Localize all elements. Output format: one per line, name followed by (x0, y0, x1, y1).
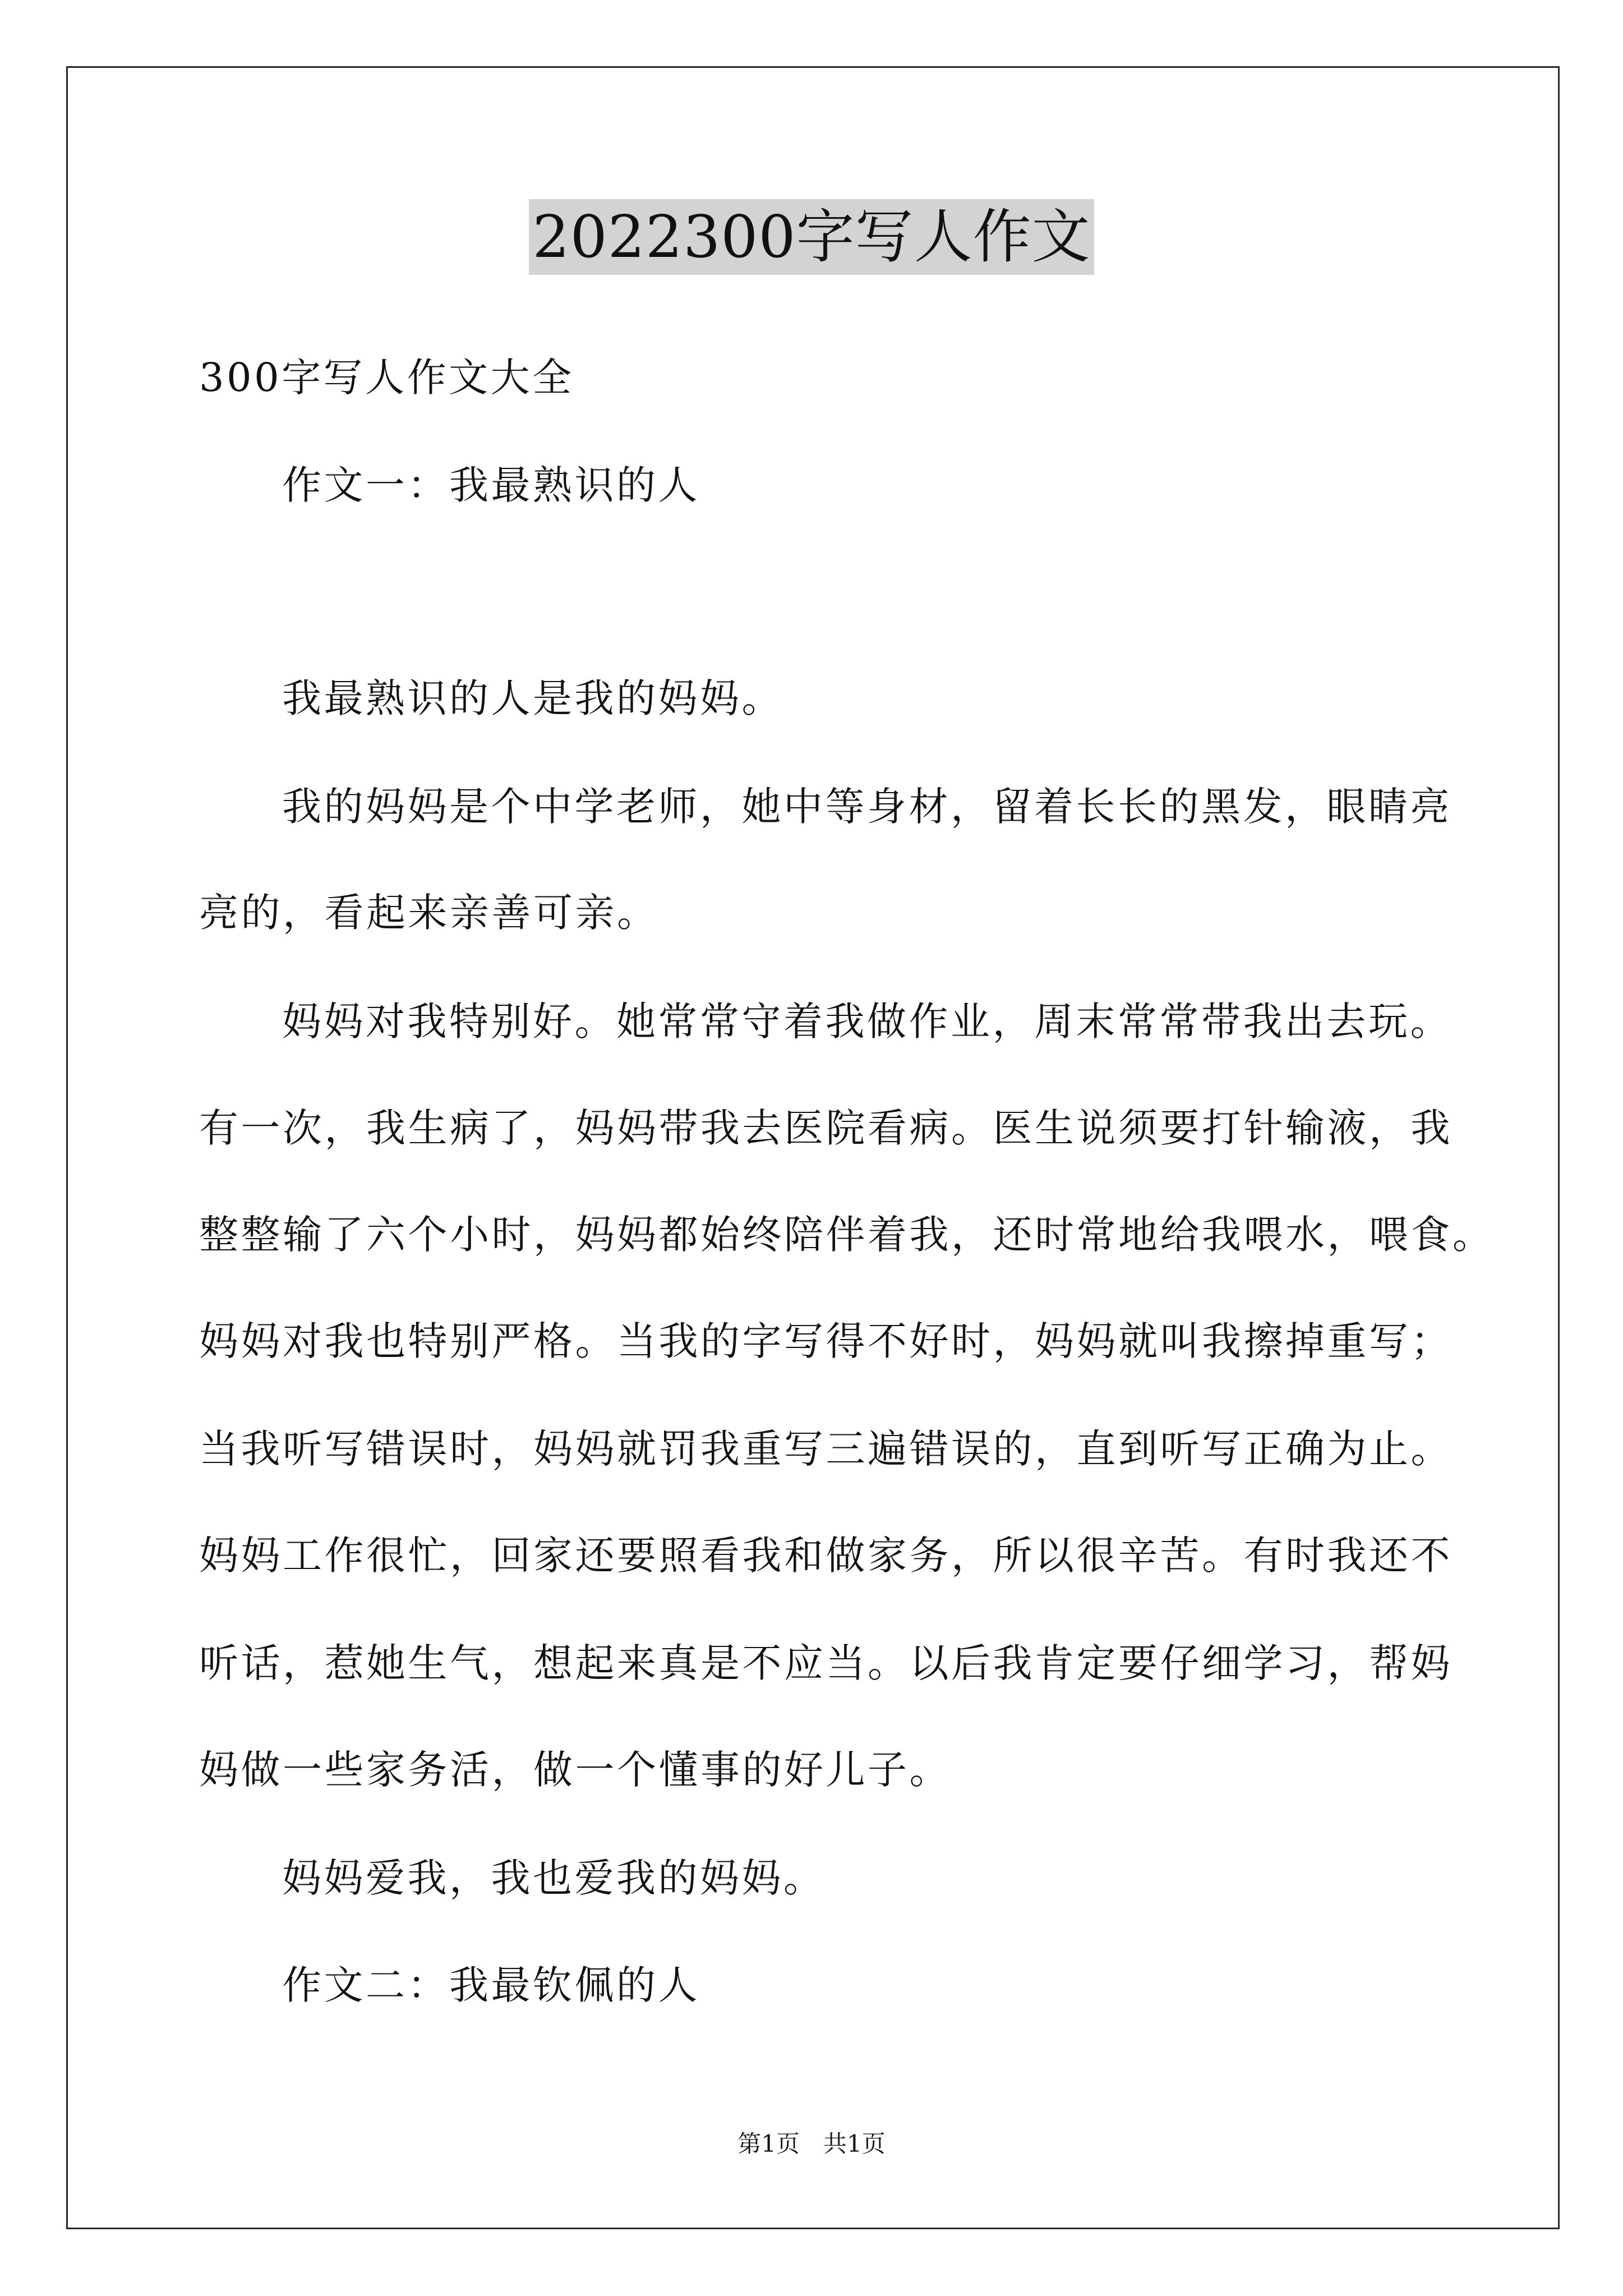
paragraph-line: 我的妈妈是个中学老师，她中等身材，留着长长的黑发，眼睛亮 (282, 784, 1452, 830)
document-subtitle: 300字写人作文大全 (199, 355, 574, 401)
title-container (0, 199, 1623, 275)
paragraph-line: 我最熟识的人是我的妈妈。 (282, 675, 783, 721)
paragraph-line: 妈妈对我也特别严格。当我的字写得不好时，妈妈就叫我擦掉重写； (199, 1318, 1453, 1364)
paragraph-line: 当我听写错误时，妈妈就罚我重写三遍错误的，直到听写正确为止。 (199, 1426, 1453, 1472)
paragraph-line: 有一次，我生病了，妈妈带我去医院看病。医生说须要打针输液，我 (199, 1105, 1453, 1151)
paragraph-line: 妈妈对我特别好。她常常守着我做作业，周末常常带我出去玩。 (282, 999, 1452, 1045)
paragraph-line: 听话，惹她生气，想起来真是不应当。以后我肯定要仔细学习，帮妈 (199, 1640, 1453, 1686)
essay-2-heading: 作文二：我最钦佩的人 (282, 1962, 700, 2008)
paragraph-line: 亮的，看起来亲善可亲。 (199, 890, 659, 936)
essay-1-heading: 作文一：我最熟识的人 (282, 462, 700, 508)
paragraph-line: 妈做一些家务活，做一个懂事的好儿子。 (199, 1747, 951, 1793)
document-title: 2022300字写人作文 (529, 199, 1094, 275)
page-number-footer: 第1页 共1页 (737, 2130, 886, 2157)
paragraph-line: 整整输了六个小时，妈妈都始终陪伴着我，还时常地给我喂水，喂食。 (199, 1212, 1495, 1258)
paragraph-line: 妈妈爱我，我也爱我的妈妈。 (282, 1855, 826, 1901)
paragraph-line: 妈妈工作很忙，回家还要照看我和做家务，所以很辛苦。有时我还不 (199, 1533, 1453, 1579)
